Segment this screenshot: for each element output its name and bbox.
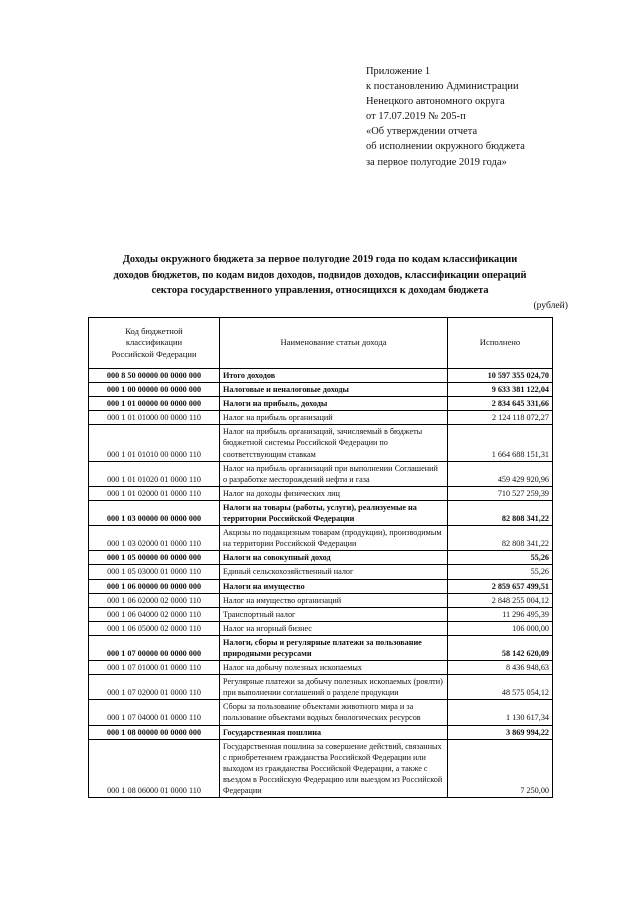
cell-budget-code: 000 1 01 00000 00 0000 000 — [89, 397, 220, 411]
cell-income-item-name: Налог на добычу полезных ископаемых — [220, 661, 448, 675]
table-row — [89, 383, 553, 397]
table-row — [89, 486, 553, 500]
cell-income-item-name: Налог на доходы физических лиц — [220, 486, 448, 500]
table-row — [89, 661, 553, 675]
cell-income-item-name: Сборы за пользование объектами животного мира и за пользование объектами водных биологических ресурсов — [220, 700, 448, 725]
header-line: об исполнении окружного бюджета — [366, 141, 525, 153]
document-header-block — [366, 64, 634, 170]
page-title-line: сектора государственного управления, относящихся к доходам бюджета — [151, 285, 489, 297]
header-line: Ненецкого автономного округа — [366, 96, 505, 108]
cell-income-item-name: Единый сельскохозяйственный налог — [220, 565, 448, 579]
table-header — [89, 318, 553, 369]
cell-income-item-name: Налог на имущество организаций — [220, 593, 448, 607]
cell-income-item-name: Регулярные платежи за добычу полезных ископаемых (роялти) при выполнении соглашений о разделе продукции — [220, 675, 448, 700]
cell-income-item-name: Государственная пошлина за совершение действий, связанных с приобретением гражданства Российской Федерации или выходом из гражданства Российской Федерации, а также с въездом в Российскую Федерацию или выездом из Российской Федерации — [220, 739, 448, 797]
column-header-code-line: классификации — [125, 337, 183, 348]
cell-budget-code: 000 1 07 02000 01 0000 110 — [89, 675, 220, 700]
page-title-line: доходов бюджетов, по кодам видов доходов, подвидов доходов, классификации операций — [113, 269, 527, 281]
cell-executed-amount: 7 250,00 — [448, 739, 553, 797]
cell-executed-amount: 82 808 341,22 — [448, 526, 553, 551]
cell-budget-code: 000 1 01 01010 00 0000 110 — [89, 425, 220, 461]
cell-executed-amount: 3 869 994,22 — [448, 725, 553, 739]
table-row — [89, 675, 553, 700]
table-row — [89, 551, 553, 565]
table-row — [89, 579, 553, 593]
cell-executed-amount: 55,26 — [448, 565, 553, 579]
cell-budget-code: 000 1 01 01000 00 0000 110 — [89, 411, 220, 425]
cell-budget-code: 000 1 03 00000 00 0000 000 — [89, 500, 220, 525]
table-row — [89, 607, 553, 621]
cell-budget-code: 000 1 03 02000 01 0000 110 — [89, 526, 220, 551]
units-label: (рублей) — [533, 300, 568, 311]
cell-executed-amount: 2 834 645 331,66 — [448, 397, 553, 411]
cell-executed-amount: 55,26 — [448, 551, 553, 565]
cell-income-item-name: Налоги на прибыль, доходы — [220, 397, 448, 411]
cell-income-item-name: Акцизы по подакцизным товарам (продукции), производимым на территории Российской Федерации — [220, 526, 448, 551]
cell-executed-amount: 8 436 948,63 — [448, 661, 553, 675]
column-header-code-line: Код бюджетной — [125, 325, 183, 336]
cell-income-item-name: Государственная пошлина — [220, 725, 448, 739]
table-row — [89, 526, 553, 551]
cell-executed-amount: 9 633 381 122,04 — [448, 383, 553, 397]
column-header-code — [89, 318, 220, 369]
page-title-line: Доходы окружного бюджета за первое полугодие 2019 года по кодам классификации — [122, 254, 518, 265]
cell-income-item-name: Налог на игорный бизнес — [220, 621, 448, 635]
header-line: от 17.07.2019 № 205-п — [366, 111, 466, 123]
cell-executed-amount: 710 527 259,39 — [448, 486, 553, 500]
cell-executed-amount: 106 000,00 — [448, 621, 553, 635]
cell-income-item-name: Налоги на совокупный доход — [220, 551, 448, 565]
cell-budget-code: 000 1 06 02000 02 0000 110 — [89, 593, 220, 607]
cell-executed-amount: 10 597 355 024,70 — [448, 369, 553, 383]
table-row — [89, 725, 553, 739]
budget-table — [88, 317, 553, 798]
header-line: за первое полугодие 2019 года» — [366, 156, 507, 168]
cell-budget-code: 000 1 07 04000 01 0000 110 — [89, 700, 220, 725]
cell-executed-amount: 2 848 255 004,12 — [448, 593, 553, 607]
table-body — [89, 369, 553, 798]
column-header-name: Наименование статьи дохода — [220, 318, 448, 369]
cell-executed-amount: 11 296 495,39 — [448, 607, 553, 621]
cell-income-item-name: Налоговые и неналоговые доходы — [220, 383, 448, 397]
cell-budget-code: 000 1 01 02000 01 0000 110 — [89, 486, 220, 500]
table-row — [89, 593, 553, 607]
cell-budget-code: 000 1 07 00000 00 0000 000 — [89, 635, 220, 660]
cell-executed-amount: 48 575 054,12 — [448, 675, 553, 700]
cell-executed-amount: 1 664 688 151,31 — [448, 425, 553, 461]
column-header-value: Исполнено — [448, 318, 553, 369]
cell-income-item-name: Налог на прибыль организаций при выполнении Соглашений о разработке месторождений нефти и газа — [220, 461, 448, 486]
cell-budget-code: 000 8 50 00000 00 0000 000 — [89, 369, 220, 383]
cell-income-item-name: Налоги на имущество — [220, 579, 448, 593]
cell-budget-code: 000 1 05 00000 00 0000 000 — [89, 551, 220, 565]
cell-executed-amount: 2 124 118 072,27 — [448, 411, 553, 425]
table-row — [89, 397, 553, 411]
page-title — [74, 252, 566, 299]
cell-budget-code: 000 1 05 03000 01 0000 110 — [89, 565, 220, 579]
table-row — [89, 500, 553, 525]
cell-budget-code: 000 1 08 00000 00 0000 000 — [89, 725, 220, 739]
budget-table-container — [88, 317, 552, 798]
table-row — [89, 461, 553, 486]
table-row — [89, 635, 553, 660]
table-row — [89, 565, 553, 579]
cell-income-item-name: Транспортный налог — [220, 607, 448, 621]
cell-income-item-name: Налоги на товары (работы, услуги), реализуемые на территории Российской Федерации — [220, 500, 448, 525]
table-row — [89, 739, 553, 797]
header-line: «Об утверждении отчета — [366, 126, 478, 138]
cell-budget-code: 000 1 06 00000 00 0000 000 — [89, 579, 220, 593]
cell-income-item-name: Налоги, сборы и регулярные платежи за пользование природными ресурсами — [220, 635, 448, 660]
cell-income-item-name: Итого доходов — [220, 369, 448, 383]
cell-income-item-name: Налог на прибыль организаций, зачисляемый в бюджеты бюджетной системы Российской Федерации по соответствующим ставкам — [220, 425, 448, 461]
cell-budget-code: 000 1 08 06000 01 0000 110 — [89, 739, 220, 797]
table-header-row — [89, 318, 553, 369]
cell-executed-amount: 58 142 620,09 — [448, 635, 553, 660]
cell-executed-amount: 1 130 617,34 — [448, 700, 553, 725]
cell-budget-code: 000 1 01 01020 01 0000 110 — [89, 461, 220, 486]
table-row — [89, 700, 553, 725]
cell-executed-amount: 2 859 657 499,51 — [448, 579, 553, 593]
header-line: к постановлению Администрации — [366, 81, 519, 93]
table-row — [89, 369, 553, 383]
cell-budget-code: 000 1 06 04000 02 0000 110 — [89, 607, 220, 621]
cell-budget-code: 000 1 06 05000 02 0000 110 — [89, 621, 220, 635]
cell-budget-code: 000 1 07 01000 01 0000 110 — [89, 661, 220, 675]
table-row — [89, 621, 553, 635]
column-header-code-line: Российской Федерации — [111, 348, 197, 359]
table-row — [89, 425, 553, 461]
cell-income-item-name: Налог на прибыль организаций — [220, 411, 448, 425]
cell-executed-amount: 82 808 341,22 — [448, 500, 553, 525]
cell-executed-amount: 459 429 920,96 — [448, 461, 553, 486]
cell-budget-code: 000 1 00 00000 00 0000 000 — [89, 383, 220, 397]
table-row — [89, 411, 553, 425]
header-line: Приложение 1 — [366, 66, 431, 77]
